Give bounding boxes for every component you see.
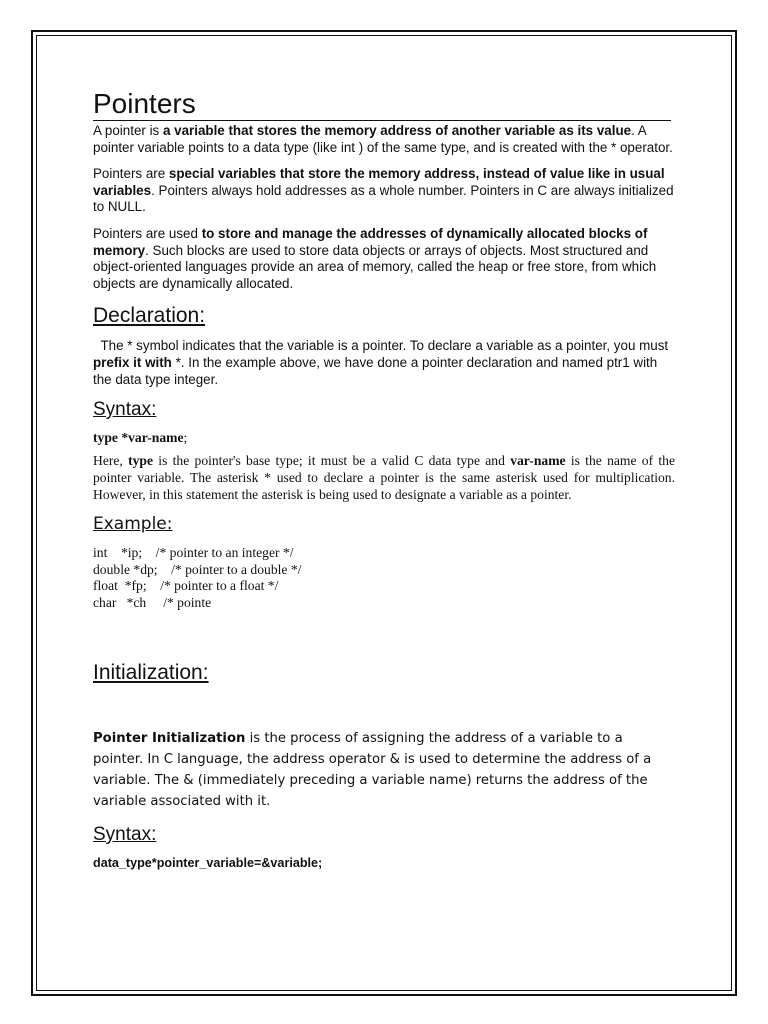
example-code-block — [93, 545, 675, 611]
bold-run: a variable that stores the memory address of another variable as its value — [162, 123, 632, 138]
example-heading: Example: — [93, 514, 173, 535]
declaration-heading: Declaration: — [93, 304, 206, 328]
bold-run: var-name — [510, 453, 566, 469]
syntax-heading-1: Syntax: — [93, 399, 157, 421]
initialization-heading: Initialization: — [93, 661, 209, 685]
syntax-description — [93, 452, 675, 503]
text-run: Pointers are — [93, 166, 169, 182]
code-tail: ; — [183, 430, 188, 446]
text-run: Pointers are used — [93, 225, 202, 241]
intro-paragraph-3 — [93, 226, 675, 292]
page-title: Pointers — [93, 88, 671, 121]
intro-paragraph-2 — [93, 166, 675, 216]
initialization-paragraph — [93, 728, 675, 812]
declaration-paragraph — [93, 338, 675, 388]
bold-run: type — [128, 453, 154, 469]
text-run: is the process of assigning the address of a variable to a pointer. In C language, the address operator & is used to determine the address of a variable. The & (immediately preceding a variable name) returns the address of the variable associated with it. — [93, 731, 652, 810]
code-line: char *ch /* pointe — [93, 594, 212, 610]
text-run: is the name of the pointer variable. The asterisk * used to declare a pointer is the same asterisk used for multiplication. However, in this statement the asterisk is being used to designate a variable as a pointer. — [93, 453, 675, 503]
text-run: . Pointers always hold addresses as a whole number. Pointers in C are always initialized to NULL. — [93, 182, 674, 215]
bold-run: prefix it with — [93, 354, 172, 370]
bold-run: special variables that store the memory address, instead of value like in usual variables — [93, 166, 665, 198]
bold-run: to store and manage the addresses of dynamically allocated blocks of memory — [93, 225, 648, 258]
text-run: The * symbol indicates that the variable is a pointer. To declare a variable as a pointer, you must — [93, 338, 672, 354]
text-run: A pointer is — [93, 123, 163, 138]
syntax-heading-2: Syntax: — [93, 824, 157, 846]
syntax-code-1 — [93, 429, 675, 446]
code-line: float *fp; /* pointer to a float */ — [93, 578, 279, 594]
document-content — [93, 88, 675, 870]
text-run: . Such blocks are used to store data objects or arrays of objects. Most structured and object-oriented languages provide an area of memory, called the heap or free store, from which objects are dynamically allocated. — [93, 242, 657, 291]
text-run: . A pointer variable points to a data type (like int ) of the same type, and is created with the * operator. — [93, 123, 673, 155]
intro-paragraph-1 — [93, 123, 675, 156]
text-run: is the pointer's base type; it must be a valid C data type and — [153, 453, 511, 469]
syntax-code-2: data_type*pointer_variable=&variable; — [93, 856, 323, 871]
bold-run: Pointer Initialization — [93, 731, 246, 747]
text-run: Here, — [93, 453, 129, 469]
code-line: double *dp; /* pointer to a double */ — [93, 561, 302, 577]
code-line: int *ip; /* pointer to an integer */ — [93, 545, 294, 561]
code-bold: type *var-name — [93, 430, 184, 446]
text-run: *. In the example above, we have done a pointer declaration and named ptr1 with the data type integer. — [93, 354, 661, 387]
